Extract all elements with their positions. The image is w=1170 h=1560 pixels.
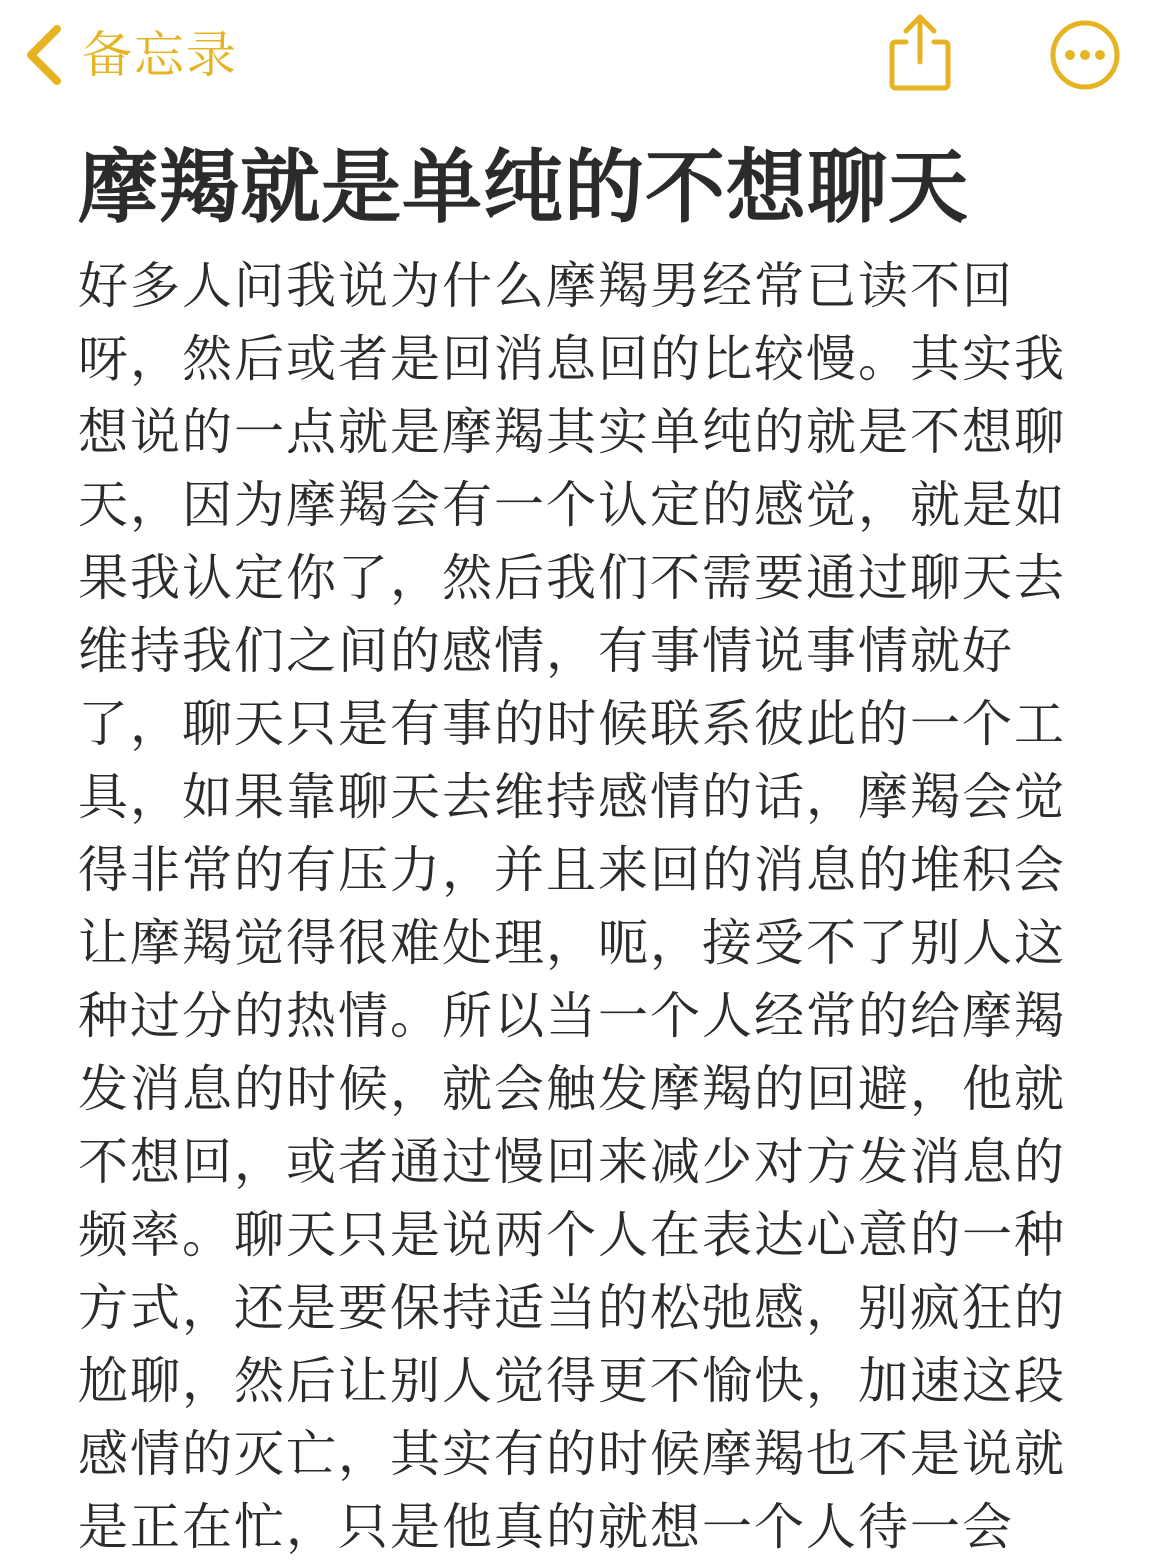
share-icon: [884, 77, 956, 96]
body-line: 尬聊，然后让别人觉得更不愉快，加速这段: [78, 1352, 1066, 1410]
back-label: 备忘录: [82, 26, 238, 84]
body-line: 维持我们之间的感情，有事情说事情就好: [78, 622, 1014, 680]
body-line: 天，因为摩羯会有一个认定的感觉，就是如: [78, 476, 1066, 534]
body-line: 感情的灭亡，其实有的时候摩羯也不是说就: [78, 1425, 1066, 1483]
body-line: 种过分的热情。所以当一个人经常的给摩羯: [78, 987, 1066, 1045]
body-line: 是正在忙，只是他真的就想一个人待一会: [78, 1498, 1014, 1556]
share-button[interactable]: [884, 12, 956, 92]
ellipsis-circle-icon: [1048, 77, 1122, 96]
body-line: 果我认定你了，然后我们不需要通过聊天去: [78, 549, 1066, 607]
note-body[interactable]: [78, 250, 1148, 1560]
body-line: 好多人问我说为什么摩羯男经常已读不回: [78, 257, 1014, 315]
note-title[interactable]: 摩羯就是单纯的不想聊天: [78, 141, 969, 234]
body-line: 了，聊天只是有事的时候联系彼此的一个工: [78, 695, 1066, 753]
body-line: 发消息的时候，就会触发摩羯的回避，他就: [78, 1060, 1066, 1118]
body-line: 具，如果靠聊天去维持感情的话，摩羯会觉: [78, 768, 1066, 826]
body-line: 得非常的有压力，并且来回的消息的堆积会: [78, 841, 1066, 899]
chevron-left-icon: [24, 24, 64, 86]
navigation-bar: [0, 0, 1170, 112]
body-line: 呀，然后或者是回消息回的比较慢。其实我: [78, 330, 1066, 388]
body-line: 频率。聊天只是说两个人在表达心意的一种: [78, 1206, 1066, 1264]
body-line: 想说的一点就是摩羯其实单纯的就是不想聊: [78, 403, 1066, 461]
body-line: 方式，还是要保持适当的松弛感，别疯狂的: [78, 1279, 1066, 1337]
more-options-button[interactable]: [1048, 18, 1122, 92]
back-button[interactable]: [24, 18, 238, 92]
body-line: 让摩羯觉得很难处理，呃，接受不了别人这: [78, 914, 1066, 972]
body-line: 不想回，或者通过慢回来减少对方发消息的: [78, 1133, 1066, 1191]
